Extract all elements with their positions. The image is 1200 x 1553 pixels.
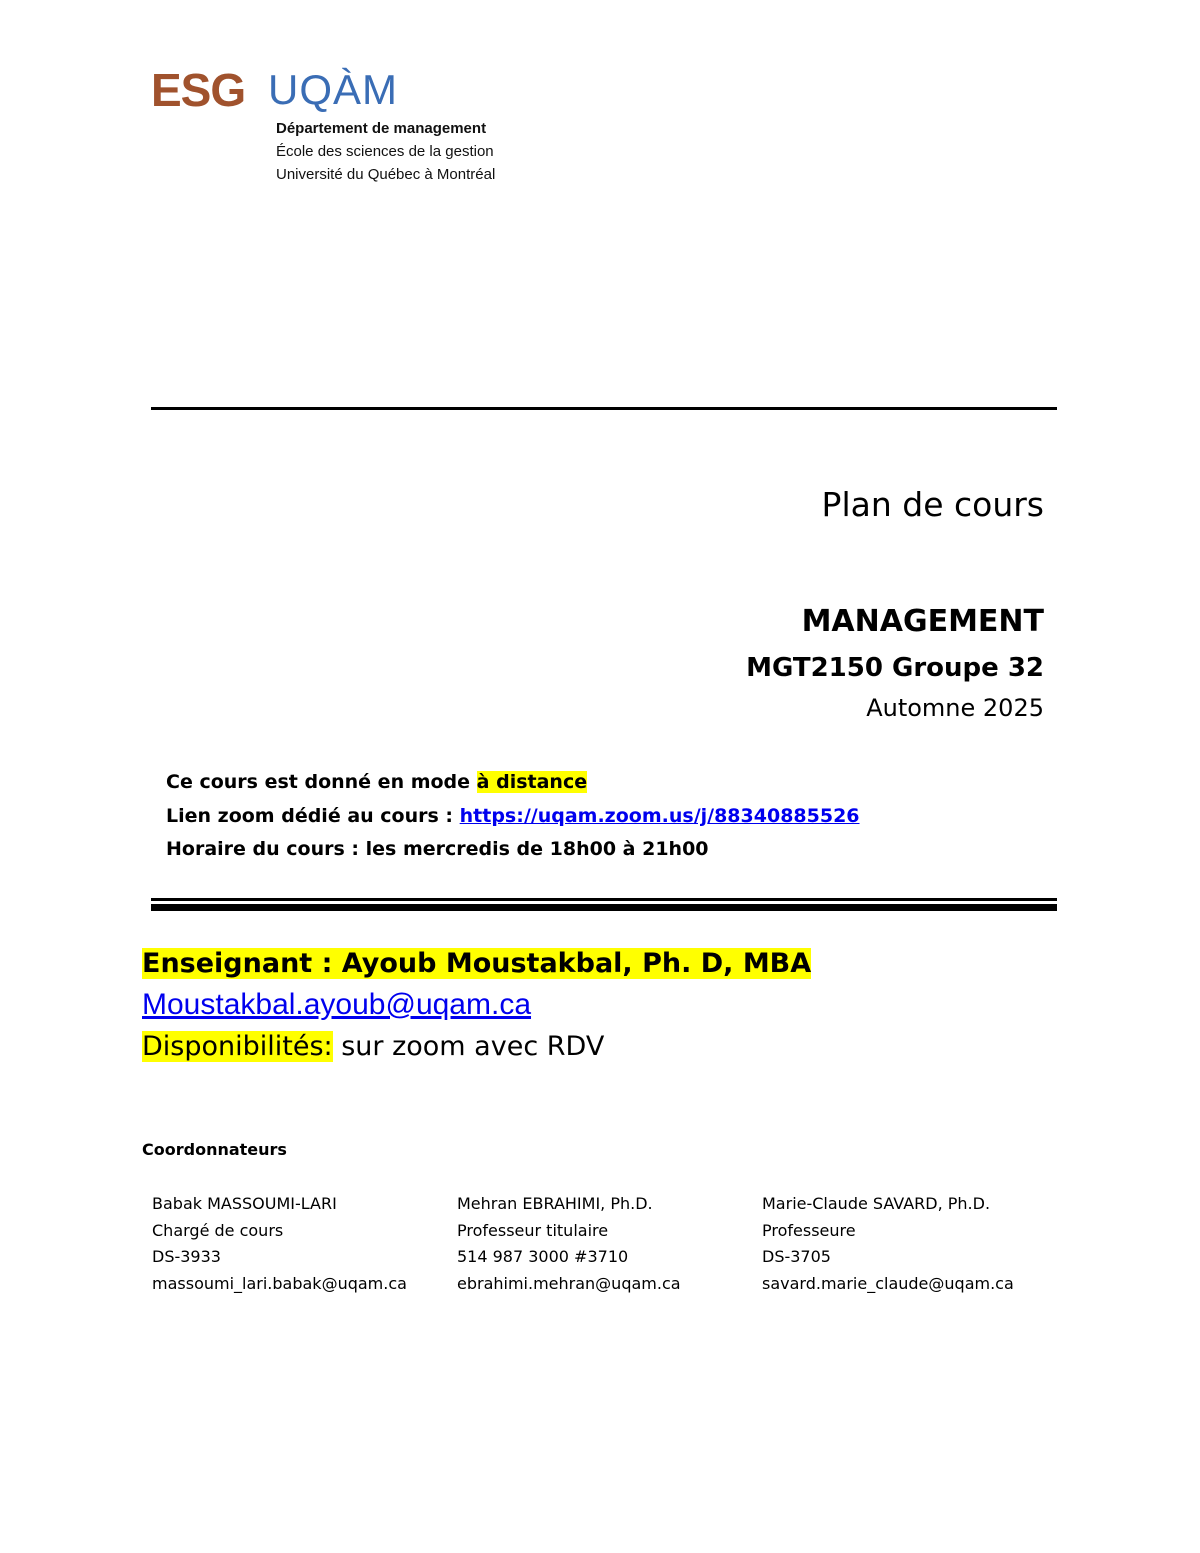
top-divider: [151, 407, 1057, 410]
esg-logo: ESG: [151, 64, 246, 116]
course-code: MGT2150 Groupe 32: [746, 653, 1044, 683]
availability-label: Disponibilités:: [142, 1031, 333, 1062]
coordinator-email[interactable]: savard.marie_claude@uqam.ca: [762, 1273, 1014, 1293]
coordinator-name: Mehran EBRAHIMI, Ph.D.: [457, 1194, 653, 1213]
coordinator-role: Professeur titulaire: [457, 1220, 609, 1240]
coordinator-contact: DS-3705: [762, 1247, 831, 1266]
instructor-line: [142, 944, 811, 984]
university-name: Université du Québec à Montréal: [276, 166, 496, 183]
coordinator-card: [762, 1191, 1014, 1297]
coordinator-card: [457, 1191, 681, 1297]
coordinator-name: Marie-Claude SAVARD, Ph.D.: [762, 1194, 991, 1213]
instructor-email[interactable]: Moustakbal.ayoub@uqam.ca: [142, 988, 532, 1021]
instructor-name: Enseignant : Ayoub Moustakbal, Ph. D, MBA: [142, 948, 812, 979]
course-mode-value: à distance: [476, 771, 588, 793]
course-mode-prefix: Ce cours est donné en mode: [166, 771, 477, 793]
coordinator-card: [152, 1191, 407, 1297]
double-divider-top: [151, 898, 1057, 901]
uqam-logo: UQÀM: [268, 66, 398, 113]
availability-value: sur zoom avec RDV: [332, 1031, 605, 1062]
coordinator-contact: 514 987 3000 #3710: [457, 1247, 629, 1266]
course-schedule: Horaire du cours : les mercredis de 18h00 à 21h00: [166, 838, 709, 860]
instructor-availability: [142, 1027, 604, 1067]
coordinator-role: Professeure: [762, 1220, 856, 1240]
document-title: Plan de cours: [821, 485, 1044, 524]
zoom-link[interactable]: https://uqam.zoom.us/j/88340885526: [459, 805, 860, 827]
coordinator-name: Babak MASSOUMI-LARI: [152, 1194, 337, 1213]
coordinator-email[interactable]: massoumi_lari.babak@uqam.ca: [152, 1273, 407, 1293]
course-term: Automne 2025: [866, 694, 1044, 722]
coordinators-title: Coordonnateurs: [142, 1140, 287, 1159]
zoom-link-line: [166, 801, 860, 831]
coordinator-role: Chargé de cours: [152, 1220, 284, 1240]
department-name: Département de management: [276, 120, 487, 137]
department-block: [276, 117, 495, 186]
course-name: MANAGEMENT: [801, 604, 1044, 639]
zoom-link-prefix: Lien zoom dédié au cours :: [166, 805, 460, 827]
coordinator-email[interactable]: ebrahimi.mehran@uqam.ca: [457, 1273, 681, 1293]
school-name: École des sciences de la gestion: [276, 143, 494, 160]
coordinator-contact: DS-3933: [152, 1247, 221, 1266]
double-divider-bottom: [151, 904, 1057, 911]
course-mode-line: [166, 767, 587, 797]
